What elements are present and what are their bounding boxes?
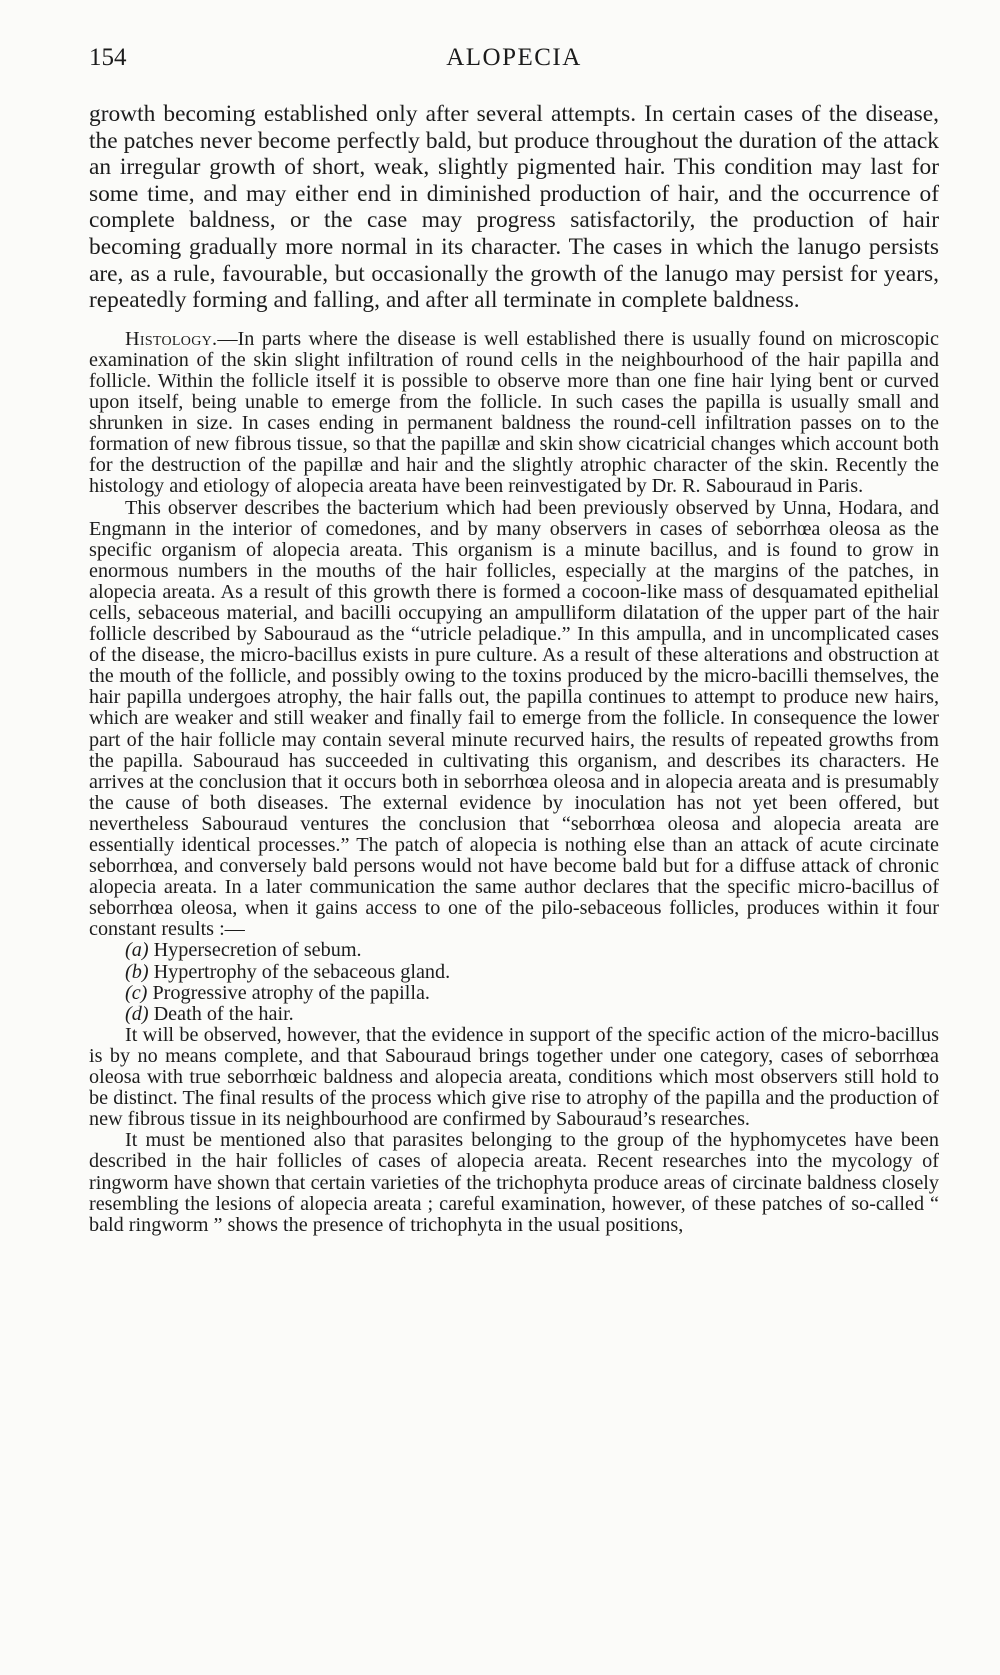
paragraph-hyphomycetes: It must be mentioned also that parasites belonging to the group of the hyphomycetes have been described in the hair follicles of cases of alopecia areata. Recent researches into the mycology of ringworm have shown that certain varieties of the trichophyta produce areas of circinate baldness closely resembling the lesions of alopecia areata ; careful examination, however, of these patches of so-called “ bald ringworm ” shows the presence of trichophyta in the usual positions, [89,1129,939,1236]
page-number: 154 [89,44,127,71]
list-item [89,962,939,983]
list-item-text: Hypersecretion of sebum. [148,939,362,962]
paragraph-evidence: It will be observed, however, that the evidence in support of the specific action of the micro-bacillus is by no means complete, and that Sabouraud brings together under one category, cases of seborrhœa oleosa with true seborrhœic baldness and alopecia areata, conditions which most observers still hold to be distinct. The final results of the process which give rise to atrophy of the papilla and the production of new fibrous tissue in its neighbourhood are confirmed by Sabouraud’s researches. [89,1023,939,1131]
list-item [89,983,939,1004]
list-marker: (d) [125,1002,149,1025]
list-item-text: Hypertrophy of the sebaceous gland. [148,960,451,983]
histology-text: —In parts where the disease is well established there is usually found on microscopic examination of the skin slight infiltration of round cells in the neighbourhood of the hair papilla and follicle. Within the follicle itself it is possible to observe more than one fine hair lying bent or curved upon itself, being unable to emerge from the follicle. In such cases the papilla is usually small and shrunken in size. In cases ending in permanent baldness the round-cell infiltration passes on to the formation of new fibrous tissue, so that the papillæ and skin show cicatricial changes which account both for the destruction of the papillæ and hair and the slightly atrophic character of the skin. Recently the histology and etiology of alopecia areata have been reinvestigated by Dr. R. Sabouraud in Paris. [89,327,939,498]
list-item [89,1004,939,1025]
paragraph-histology [89,329,939,498]
list-marker: (b) [125,960,149,983]
body-text [89,101,939,1236]
list-marker: (a) [125,939,149,962]
paragraph-sabouraud: This observer describes the bacterium which had been previously observed by Unna, Hodara, and Engmann in the interior of comedones, and by many observers in cases of seborrhœa oleosa as the specific organism of alopecia areata. This organism is a minute bacillus, and is found to grow in enormous numbers in the mouths of the hair follicles, especially at the margins of the patches, in alopecia areata. As a result of this growth there is formed a cocoon-like mass of desquamated epithelial cells, sebaceous material, and bacilli occupying an ampulliform dilatation of the upper part of the hair follicle described by Sabouraud as the “utricle peladique.” In this ampulla, and in uncomplicated cases of the disease, the micro-bacillus exists in pure culture. As a result of these alterations and obstruction at the mouth of the follicle, and possibly owing to the toxins produced by the micro-bacilli themselves, the hair papilla undergoes atrophy, the hair falls out, the papilla continues to attempt to produce new hairs, which are weaker and still weaker and finally fail to emerge from the follicle. In consequence the lower part of the hair follicle may contain several minute recurved hairs, the results of repeated growths from the papilla. Sabouraud has succeeded in cultivating this organism, and describes its characters. He arrives at the conclusion that it occurs both in seborrhœa oleosa and in alopecia areata and is presumably the cause of both diseases. The external evidence by inoculation has not yet been offered, but nevertheless Sabouraud ventures the conclusion that “seborrhœa oleosa and alopecia areata are essentially identical processes.” The patch of alopecia is nothing else than an attack of acute circinate seborrhœa, and conversely bald persons would not have become bald but for a diffuse attack of chronic alopecia areata. In a later communication the same author declares that the specific micro-bacillus of seborrhœa oleosa, when it gains access to one of the pilo-sebaceous follicles, produces within it four constant results :— [89,496,939,941]
running-title: ALOPECIA [446,44,582,71]
page-header [89,44,939,84]
list-marker: (c) [125,981,148,1004]
paragraph-lanugo: growth becoming established only after several attempts. In certain cases of the disease, the patches never become perfectly bald, but produce throughout the duration of the attack an irregular growth of short, weak, slightly pigmented hair. This condition may last for some time, and may either end in diminished production of hair, and the occurrence of complete baldness, or the case may progress satisfactorily, the production of hair becoming gradually more normal in its character. The cases in which the lanugo persists are, as a rule, favourable, but occasionally the growth of the lanugo may persist for years, repeatedly forming and falling, and after all terminate in complete baldness. [89,101,939,314]
list-item-text: Progressive atrophy of the papilla. [147,981,430,1004]
histology-heading: Histology. [125,327,218,350]
list-item-text: Death of the hair. [148,1002,294,1025]
list-item [89,940,939,961]
